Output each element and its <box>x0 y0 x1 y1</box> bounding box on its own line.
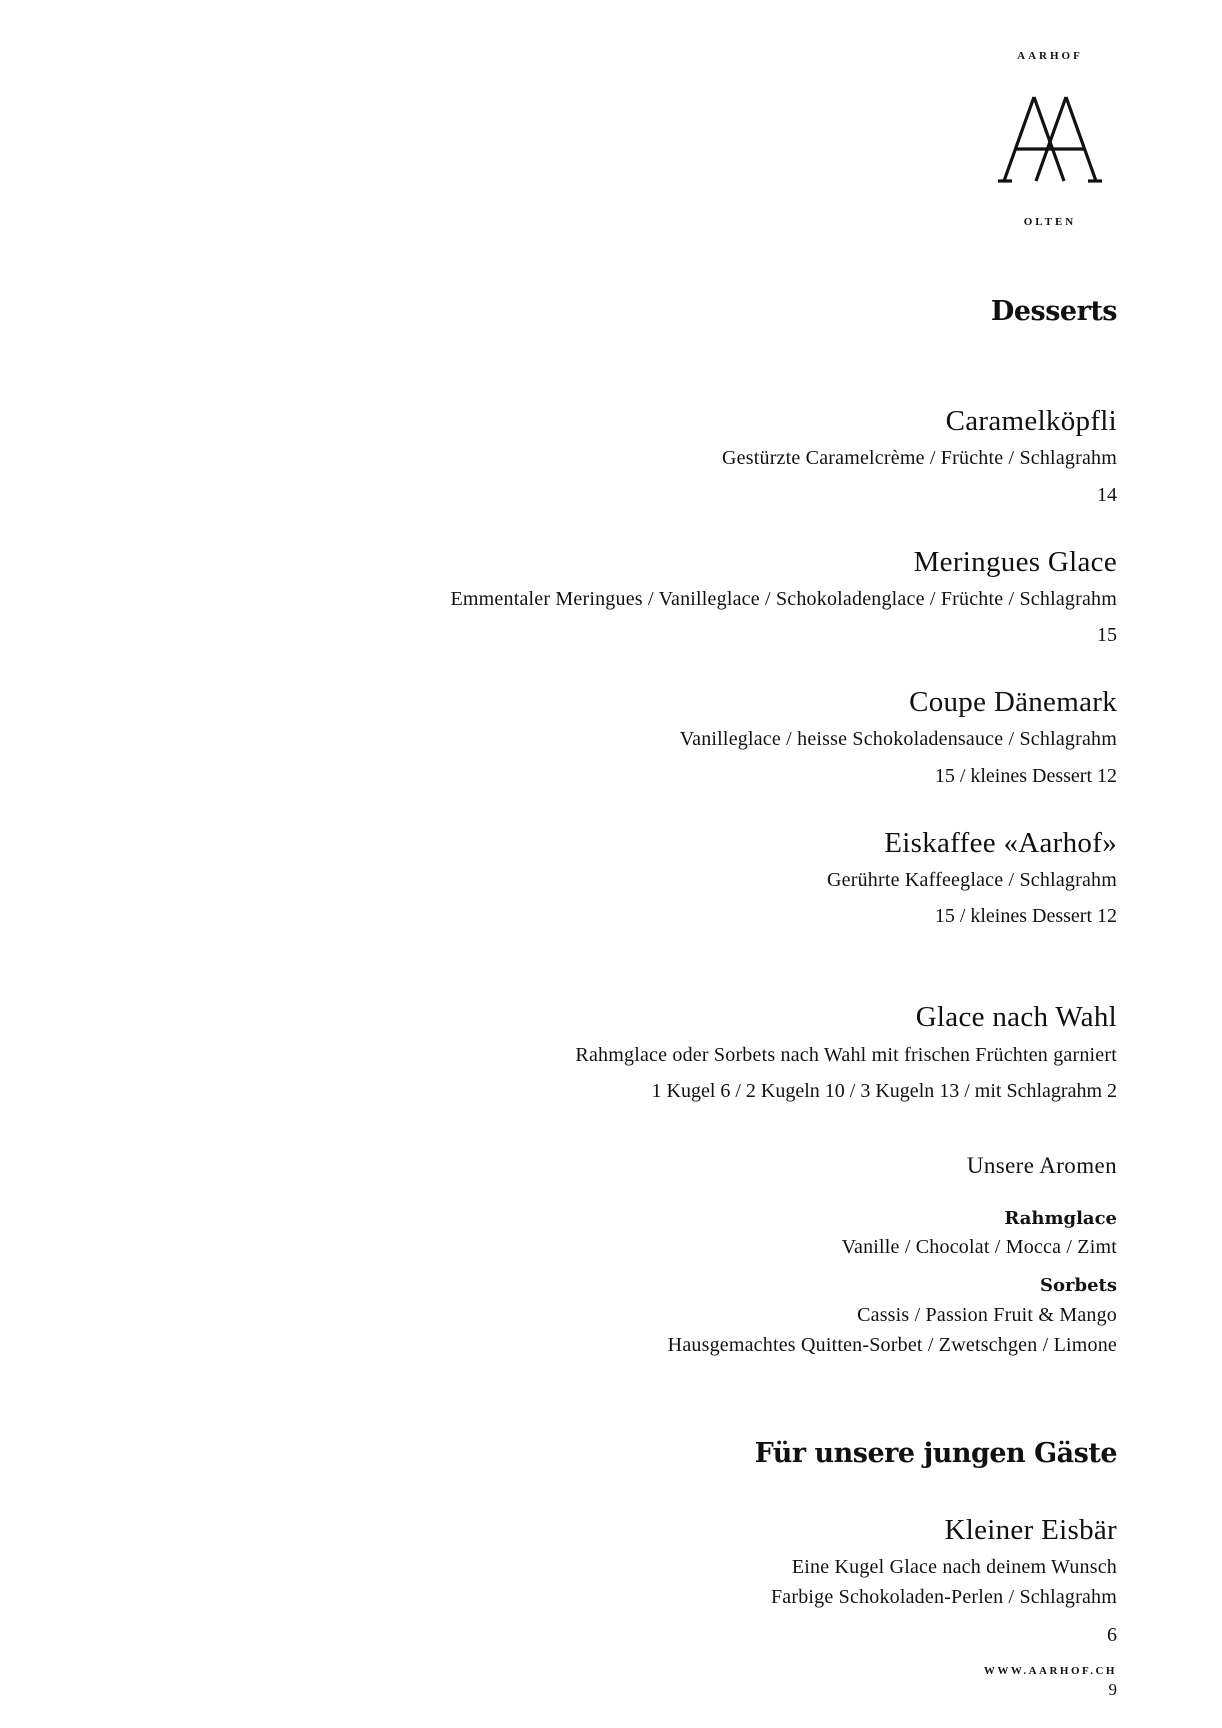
page-number: 9 <box>1108 1680 1117 1699</box>
menu-item-name: Coupe Dänemark <box>909 686 1117 718</box>
sorbets-title: Sorbets <box>1040 1275 1117 1296</box>
section-title-desserts: Desserts <box>990 296 1117 327</box>
kids-item-name: Kleiner Eisbär <box>944 1514 1117 1546</box>
kids-item-line2: Farbige Schokoladen-Perlen / Schlagrahm <box>770 1586 1117 1608</box>
menu-item-price: 15 / kleines Dessert 12 <box>934 765 1117 787</box>
glace-name: Glace nach Wahl <box>915 1001 1117 1033</box>
section-title-kids: Für unsere jungen Gäste <box>754 1438 1117 1469</box>
glace-description: Rahmglace oder Sorbets nach Wahl mit frischen Früchten garniert <box>575 1044 1117 1066</box>
kids-item-price: 6 <box>1107 1624 1117 1646</box>
aromas-title: Unsere Aromen <box>966 1153 1117 1178</box>
menu-item-price: 15 <box>1097 624 1117 646</box>
kids-item-line1: Eine Kugel Glace nach deinem Wunsch <box>791 1556 1117 1578</box>
menu-item-price: 14 <box>1097 484 1117 506</box>
rahmglace-flavors: Vanille / Chocolat / Mocca / Zimt <box>841 1236 1117 1258</box>
aarhof-logo-mark <box>998 93 1102 183</box>
sorbets-flavors-line2: Hausgemachtes Quitten-Sorbet / Zwetschgen / Limone <box>667 1334 1117 1356</box>
glace-price: 1 Kugel 6 / 2 Kugeln 10 / 3 Kugeln 13 / mit Schlagrahm 2 <box>651 1080 1117 1102</box>
menu-item-name: Eiskaffee «Aarhof» <box>884 827 1117 859</box>
brand-name: AARHOF <box>1017 50 1083 62</box>
menu-item-name: Meringues Glace <box>913 546 1117 578</box>
rahmglace-title: Rahmglace <box>1004 1208 1117 1229</box>
menu-item-name: Caramelköpfli <box>945 405 1117 437</box>
menu-item-description: Vanilleglace / heisse Schokoladensauce / Schlagrahm <box>679 728 1117 750</box>
menu-item-price: 15 / kleines Dessert 12 <box>934 905 1117 927</box>
footer-website: WWW.AARHOF.CH <box>983 1665 1117 1677</box>
sorbets-flavors-line1: Cassis / Passion Fruit & Mango <box>857 1304 1117 1326</box>
brand-city: OLTEN <box>1023 216 1077 228</box>
menu-item-description: Gerührte Kaffeeglace / Schlagrahm <box>827 869 1117 891</box>
menu-item-description: Gestürzte Caramelcrème / Früchte / Schlagrahm <box>722 447 1117 469</box>
menu-item-description: Emmentaler Meringues / Vanilleglace / Schokoladenglace / Früchte / Schlagrahm <box>450 588 1117 610</box>
